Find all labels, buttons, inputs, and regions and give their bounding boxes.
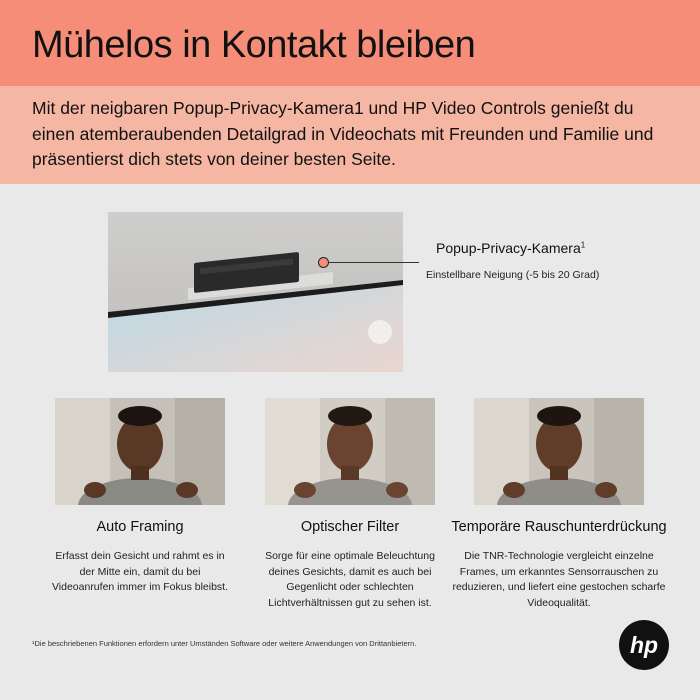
auto-framing-title: Auto Framing xyxy=(96,519,184,535)
intro-band xyxy=(0,86,700,184)
optical-filter-photo xyxy=(265,398,435,505)
noise-reduction-description: Die TNR-Technologie vergleicht einzelne Frames, um erkanntes Sensorrauschen zu reduzieren, und liefert eine gestochen scharfe Videoqualität. xyxy=(452,550,666,609)
camera-callout-title xyxy=(436,240,585,256)
optical-filter-title: Optischer Filter xyxy=(300,519,400,535)
noise-reduction-title: Temporäre Rauschunterdrückung xyxy=(451,519,667,535)
intro-text: Mit der neigbaren Popup-Privacy-Kamera1 und HP Video Controls genießt du einen atemberaubenden Detailgrad in Videochats mit Freunden und Familie und präsentierst dich stets von deiner besten Seite. xyxy=(32,98,654,169)
callout-dot xyxy=(318,257,329,268)
noise-reduction-photo xyxy=(474,398,644,505)
camera-illustration xyxy=(108,212,403,372)
auto-framing-photo xyxy=(55,398,225,505)
camera-title-footnote-marker: 1 xyxy=(580,240,586,250)
page-title: Mühelos in Kontakt bleiben xyxy=(32,24,476,66)
camera-callout-subtitle: Einstellbare Neigung (-5 bis 20 Grad) xyxy=(426,269,600,281)
optical-filter-description: Sorge für eine optimale Beleuchtung deines Gesichts, damit es auch bei Gegenlicht oder schlechten Lichtverhältnissen gut zu sehen ist. xyxy=(265,550,435,609)
callout-line xyxy=(323,262,419,263)
title-band xyxy=(0,0,700,86)
hp-logo-icon xyxy=(619,620,669,670)
hp-logo-text: hp xyxy=(629,632,659,658)
footnote: ¹Die beschriebenen Funktionen erfordern unter Umständen Software oder weitere Anwendungen von Drittanbietern. xyxy=(32,639,417,648)
camera-title-text: Popup-Privacy-Kamera xyxy=(436,240,581,256)
auto-framing-description: Erfasst dein Gesicht und rahmt es in der Mitte ein, damit du bei Videoanrufen immer im Fokus bleibst. xyxy=(51,550,229,593)
